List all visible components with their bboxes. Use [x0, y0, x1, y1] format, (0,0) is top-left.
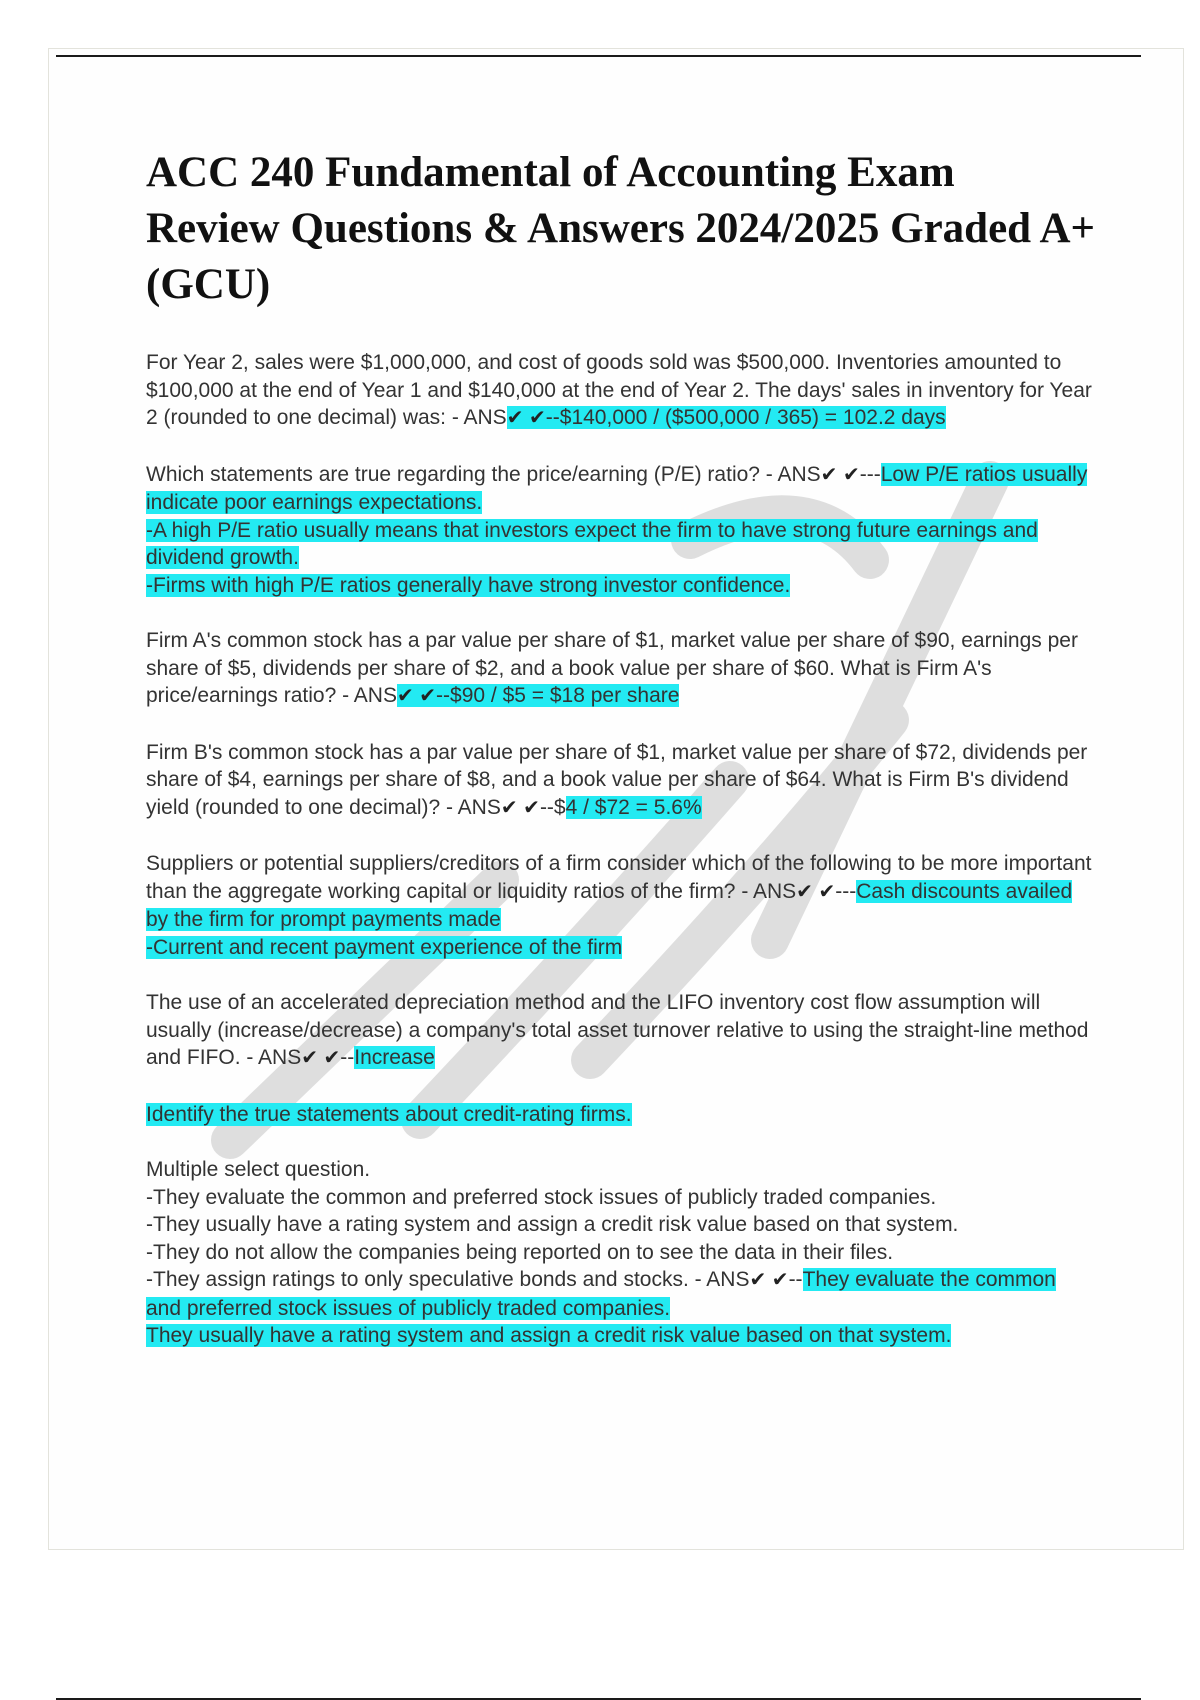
qa-item	[146, 739, 1096, 823]
top-rule	[56, 55, 1141, 57]
question-option: -They do not allow the companies being reported on to see the data in their files.	[146, 1240, 894, 1264]
question-text: Which statements are true regarding the price/earning (P/E) ratio? - ANS	[146, 462, 821, 486]
answer-text: -Current and recent payment experience of the firm	[146, 935, 623, 959]
qa-item	[146, 461, 1096, 600]
question-text: Multiple select question.	[146, 1158, 371, 1181]
answer-text: Increase	[354, 1046, 435, 1069]
question-text: Firm B's common stock has a par value per share of $1, market value per share of $72, dividends per share of $4, earnings per share of $8, and a book value per share of $64. What is Firm B's dividend yield (rounded to one decimal)? - ANS	[146, 740, 1088, 819]
answer-separator: ---	[835, 879, 857, 903]
answer-separator: --	[340, 1046, 355, 1069]
question-option: -They usually have a rating system and assign a credit risk value based on that system.	[146, 1213, 959, 1236]
question-text: Suppliers or potential suppliers/creditors of a firm consider which of the following to be more important than the aggregate working capital or liquidity ratios of the firm? - ANS	[146, 852, 1092, 903]
question-text: Firm A's common stock has a par value per share of $1, market value per share of $90, earnings per share of $5, dividends per share of $2, and a book value per share of $60. What is Firm A's price/earnings ratio? - ANS	[146, 629, 1078, 707]
answer-separator: --	[788, 1268, 803, 1291]
answer-text: Cash discounts availed by the firm for prompt payments made	[146, 879, 1073, 931]
qa-item	[146, 989, 1096, 1073]
check-mark-icon: ✔ ✔	[820, 463, 860, 486]
answer-text: 4 / $72 = 5.6%	[565, 795, 702, 819]
qa-item	[146, 850, 1096, 961]
answer-text: They usually have a rating system and assign a credit risk value based on that system.	[146, 1324, 952, 1347]
highlighted-prompt: Identify the true statements about credit-rating firms.	[146, 1102, 632, 1126]
check-mark-icon: ✔ ✔	[396, 685, 437, 707]
answer-text: $90 / $5 = $18 per share	[450, 684, 680, 707]
qa-item	[146, 1101, 1096, 1129]
question-text: For Year 2, sales were $1,000,000, and cost of goods sold was $500,000. Inventories amounted to $100,000 at the end of Year 1 and $140,000 at the end of Year 2. The days' sales in inventory for Year 2 (rounded to one decimal) was: - ANS	[146, 351, 1092, 429]
answer-separator: ---	[859, 462, 881, 486]
answer-text: They evaluate the common and preferred stock issues of publicly traded companies.	[146, 1268, 1056, 1320]
answer-separator: --	[436, 684, 451, 707]
document-content	[146, 145, 1096, 1378]
check-mark-icon: ✔ ✔	[506, 407, 546, 429]
qa-item	[146, 627, 1096, 711]
question-text: The use of an accelerated depreciation method and the LIFO inventory cost flow assumption will usually (increase/decrease) a company's total asset turnover relative to using the straight-line method and FIFO. - ANS	[146, 991, 1089, 1069]
check-mark-icon: ✔ ✔	[749, 1269, 789, 1291]
answer-separator: --	[545, 406, 560, 429]
answer-text: $140,000 / ($500,000 / 365) = 102.2 days	[559, 406, 946, 429]
answer-text: Low P/E ratios usually indicate poor earnings expectations.	[146, 462, 1088, 514]
qa-item	[146, 349, 1096, 433]
answer-separator: --$	[539, 795, 566, 819]
check-mark-icon: ✔ ✔	[796, 880, 836, 903]
question-option: -They assign ratings to only speculative bonds and stocks. - ANS	[146, 1268, 750, 1291]
answer-text: -Firms with high P/E ratios generally have strong investor confidence.	[146, 573, 791, 597]
question-option: -They evaluate the common and preferred stock issues of publicly traded companies.	[146, 1185, 937, 1209]
check-mark-icon: ✔ ✔	[301, 1047, 341, 1069]
document-title: ACC 240 Fundamental of Accounting Exam Review Questions & Answers 2024/2025 Graded A+ (GCU)	[146, 149, 1096, 308]
answer-text: -A high P/E ratio usually means that investors expect the firm to have strong future earnings and dividend growth.	[146, 518, 1038, 569]
qa-item	[146, 1156, 1096, 1350]
check-mark-icon: ✔ ✔	[500, 796, 540, 819]
